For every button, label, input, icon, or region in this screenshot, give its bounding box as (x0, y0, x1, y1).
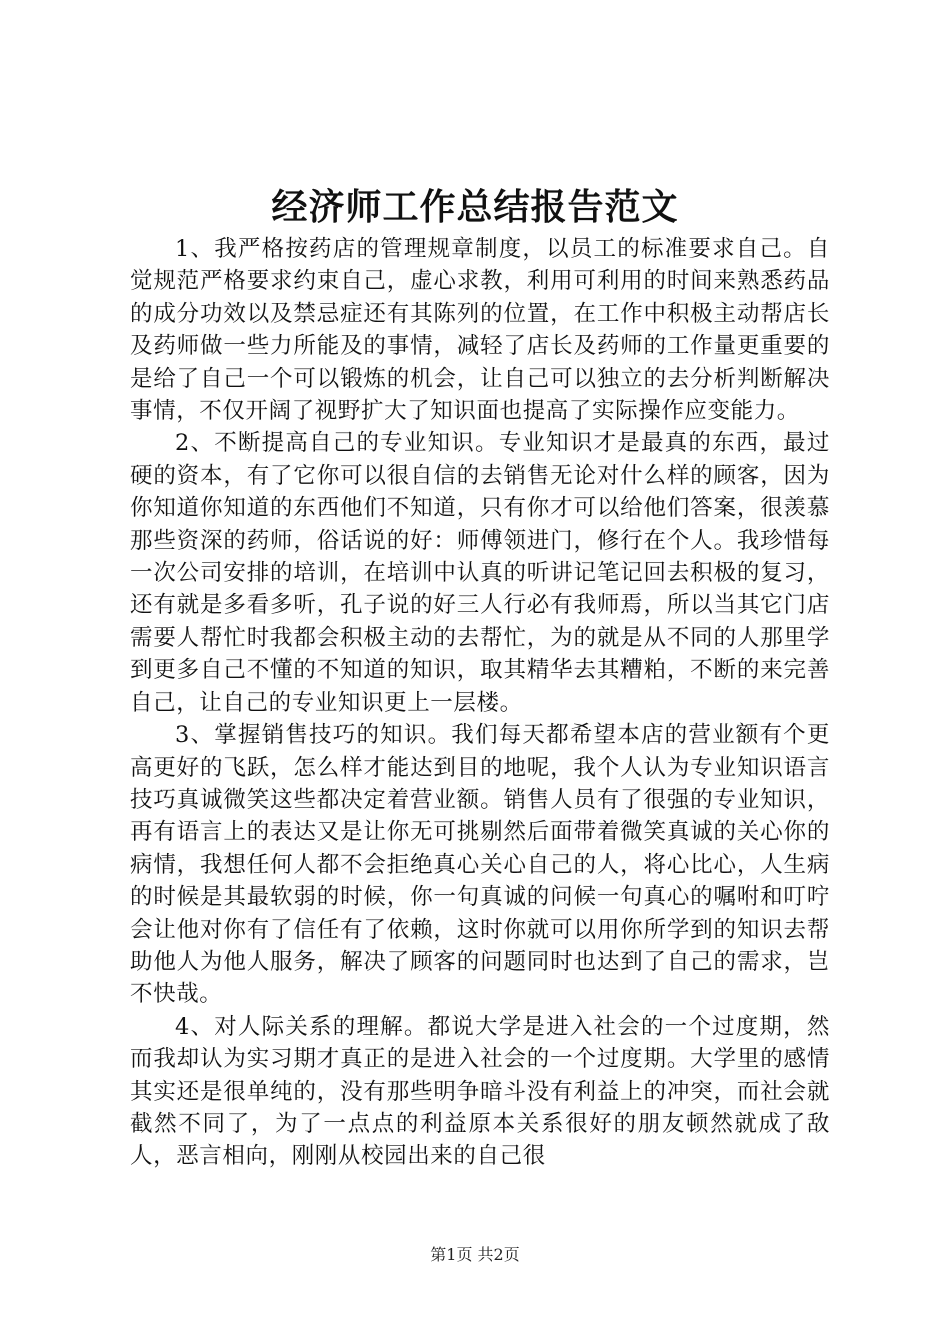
document-body (130, 233, 830, 1173)
page-footer: 第1页 共2页 (430, 1245, 520, 1264)
document-title: 经济师工作总结报告范文 (271, 186, 679, 228)
paragraph-1: 1、我严格按药店的管理规章制度，以员工的标准要求自己。自觉规范严格要求约束自己，虚心求教，利用可利用的时间来熟悉药品的成分功效以及禁忌症还有其陈列的位置，在工作中积极主动帮店长及药师做一些力所能及的事情，减轻了店长及药师的工作量更重要的是给了自己一个可以锻炼的机会，让自己可以独立的去分析判断解决事情，不仅开阔了视野扩大了知识面也提高了实际操作应变能力。 (130, 236, 830, 425)
paragraph-2: 2、不断提高自己的专业知识。专业知识才是最真的东西，最过硬的资本，有了它你可以很自信的去销售无论对什么样的顾客，因为你知道你知道的东西他们不知道，只有你才可以给他们答案，很羡慕那些资深的药师，俗话说的好：师傅领进门，修行在个人。我珍惜每一次公司安排的培训，在培训中认真的听讲记笔记回去积极的复习，还有就是多看多听，孔子说的好三人行必有我师焉，所以当其它门店需要人帮忙时我都会积极主动的去帮忙，为的就是从不同的人那里学到更多自己不懂的不知道的知识，取其精华去其糟粕，不断的来完善自己，让自己的专业知识更上一层楼。 (130, 430, 830, 716)
paragraph-3: 3、掌握销售技巧的知识。我们每天都希望本店的营业额有个更高更好的飞跃，怎么样才能达到目的地呢，我个人认为专业知识语言技巧真诚微笑这些都决定着营业额。销售人员有了很强的专业知识，再有语言上的表达又是让你无可挑剔然后面带着微笑真诚的关心你的病情，我想任何人都不会拒绝真心关心自己的人，将心比心，人生病的时候是其最软弱的时候，你一句真诚的问候一句真心的嘱咐和叮咛会让他对你有了信任有了依赖，这时你就可以用你所学到的知识去帮助他人为他人服务，解决了顾客的问题同时也达到了自己的需求，岂不快哉。 (130, 722, 830, 1008)
paragraph-4: 4、对人际关系的理解。都说大学是进入社会的一个过度期，然而我却认为实习期才真正的是进入社会的一个过度期。大学里的感情其实还是很单纯的，没有那些明争暗斗没有利益上的冲突，而社会就截然不同了，为了一点点的利益原本关系很好的朋友顿然就成了敌人，恶言相向，刚刚从校园出来的自己很 (130, 1013, 830, 1170)
